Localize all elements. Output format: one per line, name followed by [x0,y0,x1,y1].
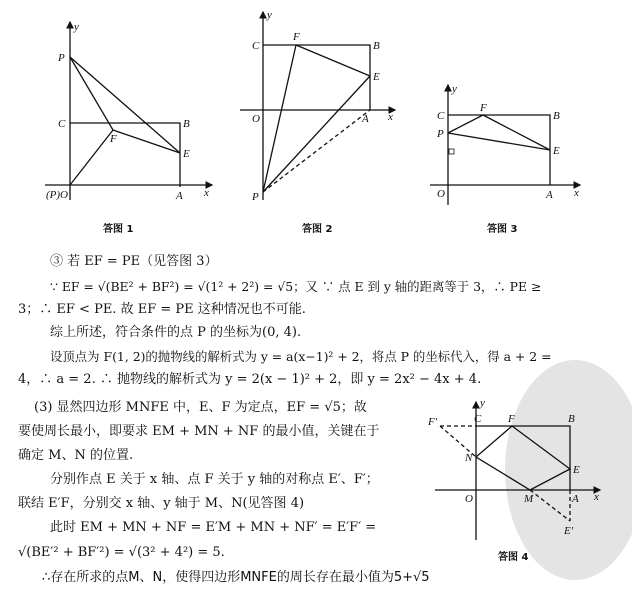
fig3-label-F: F [480,102,487,114]
text-line: 3；∴ EF < PE. 故 EF = PE 这种情况也不可能. [18,302,306,317]
fig3-caption: 答图 3 [487,224,518,235]
fig1-label-y: y [74,21,79,33]
text-line: (3) 显然四边形 MNFE 中，E、F 为定点，EF = √5；故 [34,400,367,415]
fig3-label-B: B [553,110,560,122]
fig3-label-E: E [553,145,560,157]
fig1-label-C: C [58,118,66,130]
fig4-caption: 答图 4 [498,552,529,563]
fig1-label-B: B [183,118,190,130]
text-line: ∵ EF = √(BE² + BF²) = √(1² + 2²) = √5；又 ∵ 点 E 到 y 轴的距离等于 3，∴ PE ≥ [50,279,542,294]
fig4-label-N: N [465,452,473,464]
fig2-label-P: P [252,191,259,203]
fig2-label-E: E [373,71,380,83]
text-line: 联结 E′F，分别交 x 轴、y 轴于 M、N(见答图 4) [18,496,305,511]
text-line: 此时 EM + MN + NF = E′M + MN + NF′ = E′F′ = [50,520,377,535]
fig1-label-O: (P)O [46,189,68,201]
fig3-label-y: y [452,83,457,95]
fig4-label-C: C [474,413,482,425]
text-line: ③ 若 EF = PE（见答图 3） [50,254,218,269]
conclusion-line: ∴存在所求的点M、N，使得四边形MNFE的周长存在最小值为5+√5 [42,570,430,585]
fig2-label-F: F [293,31,300,43]
text-line: 确定 M、N 的位置. [18,448,134,463]
fig4-label-B: B [568,413,575,425]
fig4-label-F-prime: F′ [428,416,438,428]
fig4-label-y: y [480,397,485,409]
fig2-label-B: B [373,40,380,52]
fig1-label-F: F [110,133,117,145]
figure-1 [45,22,212,200]
fig4-label-A: A [572,493,579,505]
fig4-label-E: E [573,464,580,476]
text-line: 设顶点为 F(1, 2)的抛物线的解析式为 y = a(x−1)² + 2，将点 P 的坐标代入，得 a + 2 = [50,349,552,364]
figure-2 [240,12,395,200]
fig4-label-M: M [524,493,534,505]
text-line: 要使周长最小，即要求 EM + MN + NF 的最小值，关键在于 [18,424,380,439]
fig4-label-O: O [465,493,473,505]
text-line: √(BE′² + BF′²) = √(3² + 4²) = 5. [18,545,225,560]
fig4-label-E-prime: E′ [564,525,574,537]
fig2-caption: 答图 2 [302,224,333,235]
text-line: 4，∴ a = 2. ∴ 抛物线的解析式为 y = 2(x − 1)² + 2，即 y = 2x² − 4x + 4. [18,372,482,387]
fig3-label-A: A [546,189,553,201]
fig2-label-y: y [267,9,272,21]
fig1-label-P: P [58,52,65,64]
fig4-label-x: x [594,491,599,503]
fig1-label-A: A [176,190,183,202]
fig1-label-E: E [183,148,190,160]
fig2-label-O: O [252,113,260,125]
fig1-caption: 答图 1 [103,224,134,235]
fig3-label-P: P [437,128,444,140]
fig3-label-C: C [437,110,445,122]
fig2-label-x: x [388,111,393,123]
fig1-label-x: x [204,187,209,199]
fig3-label-O: O [437,188,445,200]
text-line: 分别作点 E 关于 x 轴、点 F 关于 y 轴的对称点 E′、F′； [50,472,379,487]
fig2-label-C: C [252,40,260,52]
fig2-label-A: A [362,113,369,125]
fig3-label-x: x [574,187,579,199]
text-line: 综上所述，符合条件的点 P 的坐标为(0, 4). [50,325,302,340]
fig4-label-F: F [508,413,515,425]
